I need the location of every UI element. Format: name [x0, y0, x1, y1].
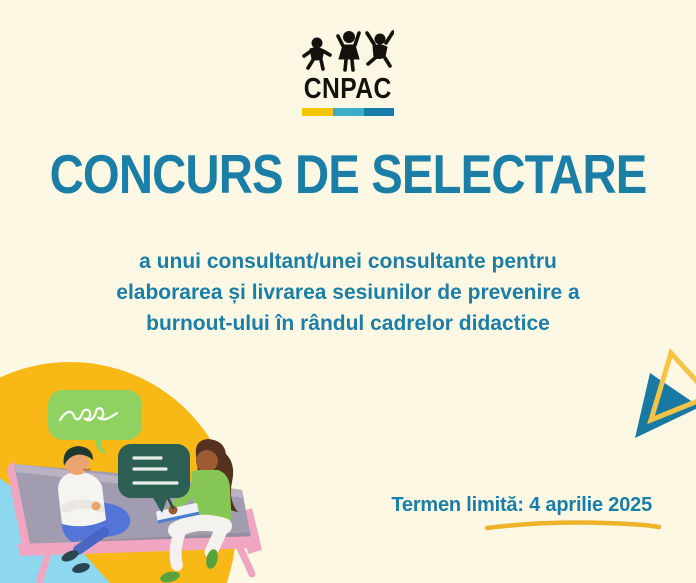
deadline-label: Termen limită: 4 aprilie 2025	[391, 494, 652, 516]
logo-bar-teal-segment	[333, 108, 364, 116]
children-playing-icon	[302, 28, 394, 72]
page-title	[0, 142, 696, 206]
yellow-underline-swoosh	[484, 519, 662, 531]
logo-text: CNPAC	[304, 73, 392, 105]
page-title-text: CONCURS DE SELECTARE	[49, 143, 647, 205]
logo-bar-blue-segment	[364, 108, 394, 116]
counseling-illustration	[0, 360, 320, 583]
deadline	[391, 494, 652, 531]
cnpac-logo	[0, 28, 696, 116]
subtitle	[0, 246, 696, 339]
logo-tricolor-bar	[302, 108, 394, 116]
subtitle-line: burnout-ului în rândul cadrelor didactice	[146, 312, 550, 335]
subtitle-line: a unui consultant/unei consultante pentru	[139, 250, 557, 273]
triangle-decoration	[630, 348, 696, 444]
logo-bar-yellow-segment	[302, 108, 333, 116]
subtitle-line: elaborarea și livrarea sesiunilor de prevenire a	[116, 281, 580, 304]
